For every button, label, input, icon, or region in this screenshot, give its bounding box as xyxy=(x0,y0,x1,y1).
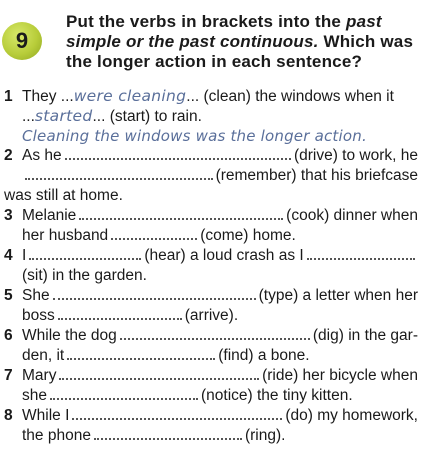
answer-blank[interactable] xyxy=(307,258,415,260)
item-number: 3 xyxy=(4,207,13,224)
handwritten-answer: were cleaning xyxy=(73,87,187,105)
item-number: 6 xyxy=(4,327,13,344)
answer-blank[interactable] xyxy=(50,398,198,400)
list-item: 6 While the dog (dig) in the gar- den, it (find) a bone. xyxy=(4,327,418,364)
instructions-line-2: simple or the past continuous. Which was xyxy=(66,32,414,51)
answer-blank[interactable] xyxy=(59,378,259,380)
answer-blank[interactable] xyxy=(111,238,197,240)
item-number: 2 xyxy=(4,147,13,164)
item-number: 8 xyxy=(4,407,13,424)
exercise-number: 9 xyxy=(15,28,29,53)
list-item: 4 I (hear) a loud crash as I (sit) in the garden. xyxy=(4,246,418,286)
list-item: 5 She (type) a letter when her boss (arrive). xyxy=(4,287,418,324)
item-number: 5 xyxy=(4,287,13,304)
answer-blank[interactable] xyxy=(120,338,310,340)
answer-blank[interactable] xyxy=(53,298,256,300)
handwritten-answer: started xyxy=(34,107,93,125)
list-item: 1 They ... were cleaning ... (clean) the windows when it ... started ... (start) to rain. Cleaning the windows was the longer action. xyxy=(4,87,394,145)
item-number: 1 xyxy=(4,88,13,105)
answer-blank[interactable] xyxy=(67,358,215,360)
answer-blank[interactable] xyxy=(65,158,291,160)
list-item: 7 Mary (ride) her bicycle when she (notice) the tiny kitten. xyxy=(4,367,418,404)
item-number: 7 xyxy=(4,367,13,384)
answer-blank[interactable] xyxy=(25,178,213,180)
list-item: 8 While I (do) my homework, the phone (ring). xyxy=(4,407,418,444)
answer-blank[interactable] xyxy=(29,258,141,260)
instructions-line-1: Put the verbs in brackets into the past xyxy=(66,12,382,31)
exercise-number-badge xyxy=(2,22,42,60)
answer-blank[interactable] xyxy=(58,318,182,320)
answer-blank[interactable] xyxy=(94,438,242,440)
answer-blank[interactable] xyxy=(79,218,283,220)
exercise-instructions xyxy=(66,12,418,72)
list-item: 2 As he (drive) to work, he (remember) that his briefcase was still at home. xyxy=(4,147,418,204)
answer-blank[interactable] xyxy=(72,418,282,420)
item-number: 4 xyxy=(4,247,13,264)
handwritten-longer-action: Cleaning the windows was the longer action. xyxy=(22,127,367,145)
instructions-line-3: the longer action in each sentence? xyxy=(66,52,363,71)
list-item: 3 Melanie (cook) dinner when her husband (come) home. xyxy=(4,207,418,244)
